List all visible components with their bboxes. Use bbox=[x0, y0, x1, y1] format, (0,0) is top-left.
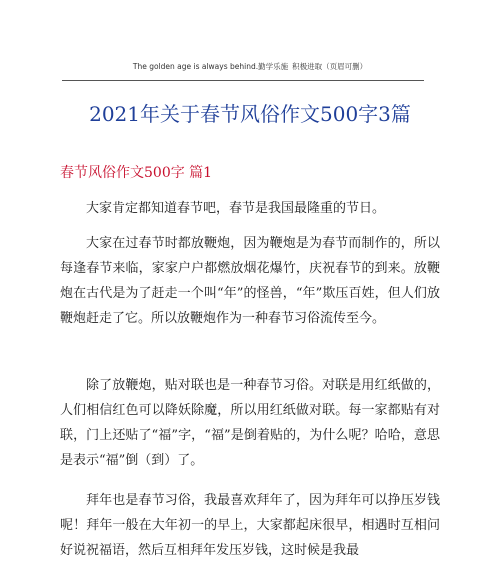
paragraph: 拜年也是春节习俗，我最喜欢拜年了，因为拜年可以挣压岁钱呢！拜年一般在大年初一的早上，大家都起床很早，相遇时互相问好说祝福语，然后互相拜年发压岁钱，这时候是我最 bbox=[60, 493, 440, 558]
page-header bbox=[60, 61, 440, 72]
section-title: 春节风俗作文500字 篇1 bbox=[60, 165, 213, 181]
paragraph: 除了放鞭炮，贴对联也是一种春节习俗。对联是用红纸做的，人们相信红色可以降妖除魔，所以用红纸做对联。每一家都贴有对联，门上还贴了“福”字，“福”是倒着贴的，为什么呢？哈哈，意思是表示“福”倒（到）了。 bbox=[60, 378, 440, 468]
header-slogan: 积极进取（页眉可删） bbox=[292, 62, 368, 71]
paragraph: 大家在过春节时都放鞭炮，因为鞭炮是为春节而制作的，所以每逢春节来临，家家户户都燃放烟花爆竹，庆祝春节的到来。放鞭炮在古代是为了赶走一个叫“年”的怪兽，“年”欺压百姓，但人们放鞭炮赶走了它。所以放鞭炮作为一种春节习俗流传至今。 bbox=[60, 236, 440, 326]
paragraph: 大家肯定都知道春节吧，春节是我国最隆重的节日。 bbox=[86, 201, 386, 216]
document-title: 2021年关于春节风俗作文500字3篇 bbox=[89, 102, 411, 126]
header-motto: The golden age is always behind.勤学乐施 bbox=[132, 62, 289, 71]
header-divider bbox=[62, 80, 424, 81]
